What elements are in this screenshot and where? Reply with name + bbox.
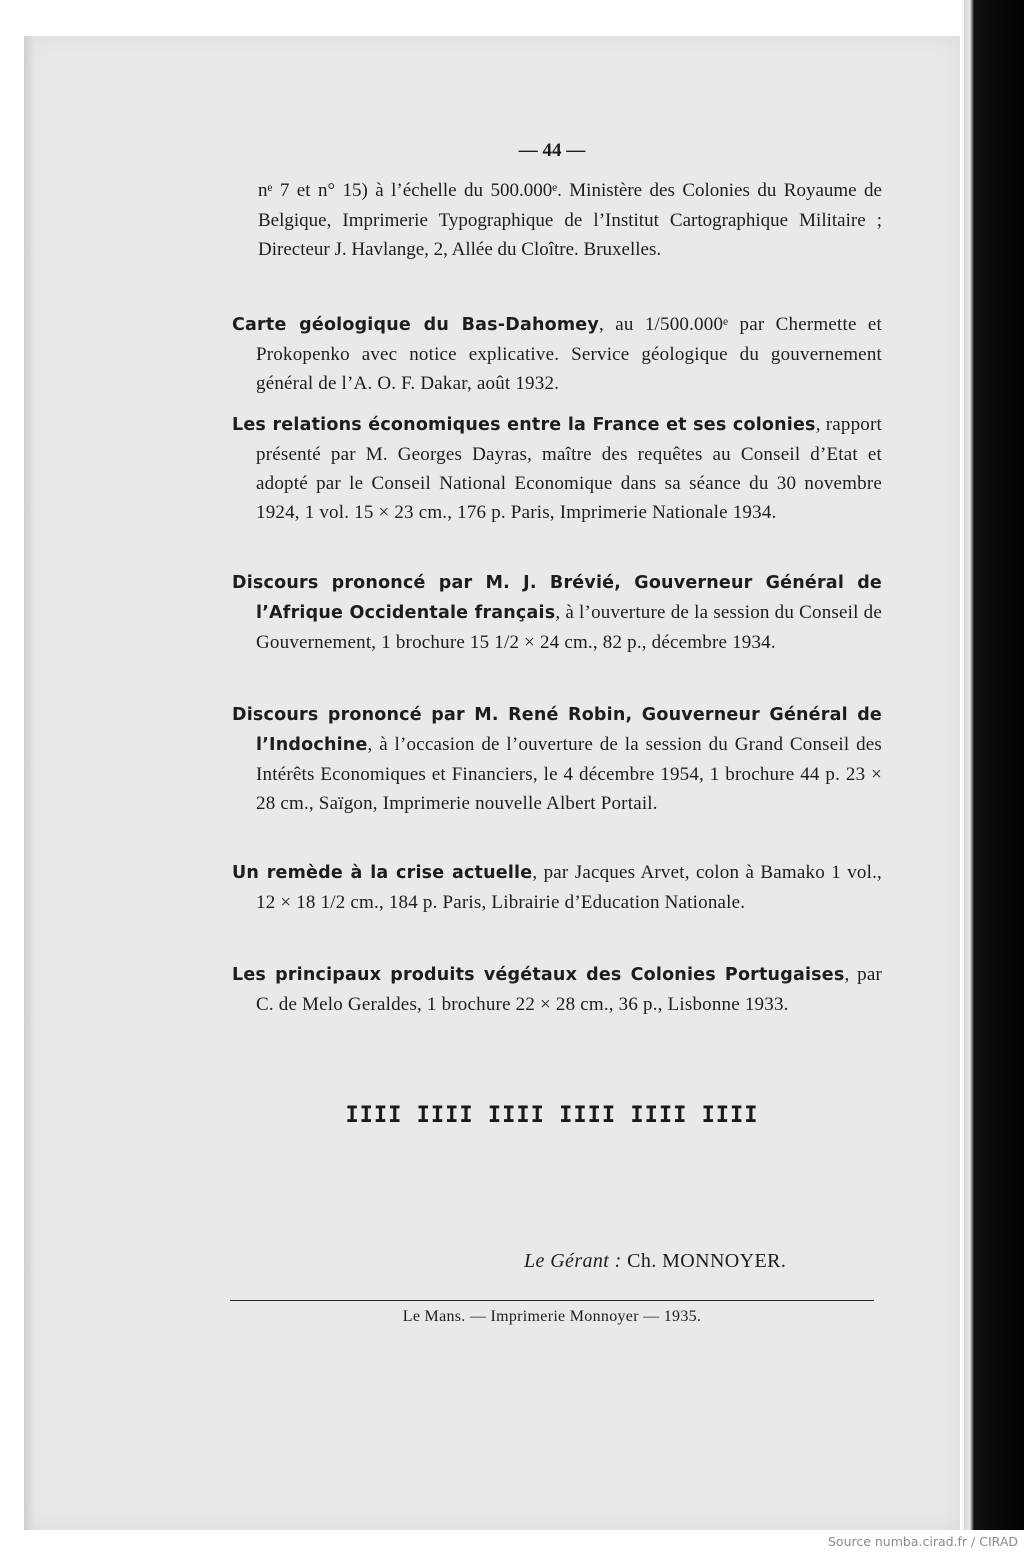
entry-1 (232, 310, 882, 398)
entry-text: , rapport présenté par M. Georges Dayras, maître des requêtes au Conseil d’Etat et adopté par le Conseil National Economique dans sa séance du 30 novembre 1924, 1 vol. 15 × 23 cm., 176 p. Paris, Imprimerie Nationale 1934. (256, 414, 883, 523)
section-divider: IIII IIII IIII IIII IIII IIII (345, 1103, 759, 1128)
scan-edge-dark (964, 0, 1024, 1530)
entry-title: Discours prononcé par M. J. Brévié, Gouverneur Général de l’Afrique Occidentale français (232, 573, 882, 623)
entry-text: , au 1/500.000ᵉ par Chermette et Prokopenko avec notice explicative. Service géologique du gouvernement général de l’A. O. F. Dakar, août 1932. (256, 314, 882, 394)
intro-paragraph (232, 176, 882, 265)
entry-text: , à l’occasion de l’ouverture de la session du Grand Conseil des Intérêts Economiques et Financiers, le 4 décembre 1954, 1 brochure 44 p. 23 × 28 cm., Saïgon, Imprimerie nouvelle Albert Portail. (256, 734, 882, 814)
signature-name: Ch. MONNOYER. (627, 1250, 787, 1272)
entry-text: , à l’ouverture de la session du Conseil de Gouvernement, 1 brochure 15 1/2 × 24 cm., 82 p., décembre 1934. (256, 602, 882, 653)
signature-label: Le Gérant : (524, 1250, 622, 1272)
entry-title: Discours prononcé par M. René Robin, Gouverneur Général de l’Indochine (232, 705, 882, 755)
entry-4 (232, 700, 882, 818)
intro-text: nᵉ 7 et n° 15) à l’échelle du 500.000ᵉ. Ministère des Colonies du Royaume de Belgique, Imprimerie Typographique de l’Institut Cartographique Militaire ; Directeur J. Havlange, 2, Allée du Cloître. Bruxelles. (258, 180, 882, 260)
entry-5 (232, 858, 882, 917)
entry-6 (232, 960, 882, 1019)
entry-title: Carte géologique du Bas-Dahomey (232, 315, 599, 335)
source-credit: Source numba.cirad.fr / CIRAD (827, 1534, 1018, 1549)
entry-3 (232, 568, 882, 657)
entry-title: Les principaux produits végétaux des Colonies Portugaises (232, 965, 845, 985)
page-number: — 44 — (518, 140, 586, 161)
footer-rule (230, 1300, 874, 1301)
entry-2 (232, 410, 882, 527)
signature-line (524, 1250, 854, 1273)
entry-text: , par Jacques Arvet, colon à Bamako 1 vol., 12 × 18 1/2 cm., 184 p. Paris, Librairie d’Education Nationale. (256, 862, 883, 913)
printer-imprint: Le Mans. — Imprimerie Monnoyer — 1935. (402, 1308, 702, 1325)
page-shadow (24, 36, 34, 1530)
entry-title: Un remède à la crise actuelle (232, 863, 533, 883)
entry-text: , par C. de Melo Geraldes, 1 brochure 22 × 28 cm., 36 p., Lisbonne 1933. (256, 964, 882, 1015)
entry-title: Les relations économiques entre la France et ses colonies (232, 415, 816, 435)
